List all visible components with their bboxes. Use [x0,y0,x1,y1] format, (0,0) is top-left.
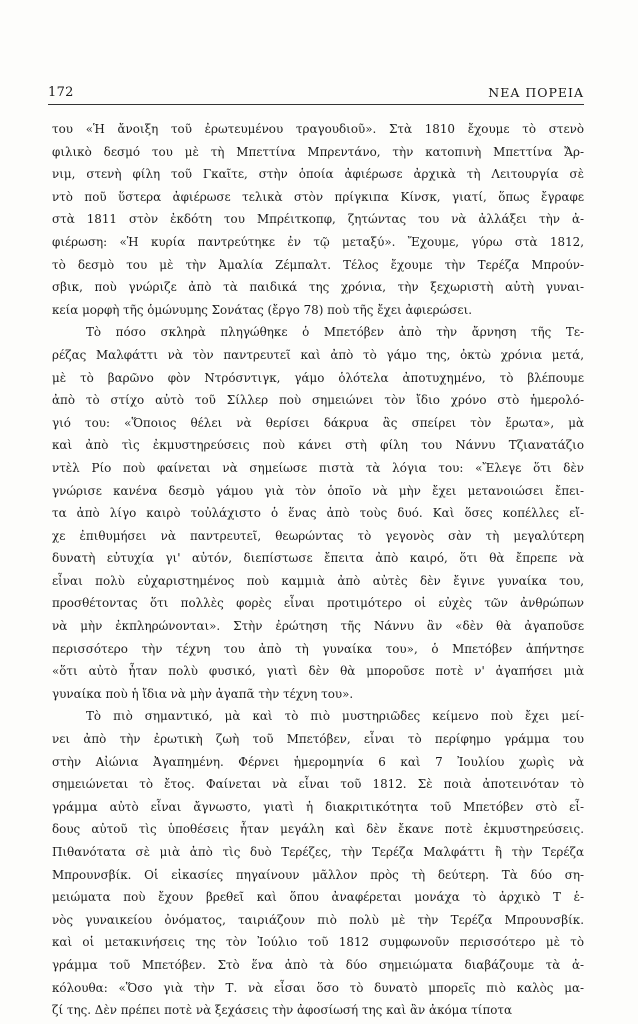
text-line: ζί της. Δὲν πρέπει ποτὲ νὰ ξεχάσεις τὴν ἀφοσίωσή της καὶ ἂν ἀκόμα τίποτα [52,1003,513,1018]
body-text [52,118,584,1024]
page-header [48,78,584,105]
text-line: προσθέτοντας ὅτι πολλὲς φορὲς εἶναι προτιμότερο οἱ εὐχὲς τῶν ἀνθρώπων [52,596,584,611]
text-line: γράμμα τοῦ Μπετόβεν. Στὸ ἕνα ἀπὸ τὰ δύο σημειώματα διαβάζουμε τὰ ἀ- [52,957,584,972]
text-line: δυνατὴ εὐτυχία γι' αὐτόν, διεπίστωσε ἔπειτα ἀπὸ καιρό, ὅτι θὰ ἔπρεπε νὰ [52,551,584,566]
text-line: νὰ μὴν ἐκπληρώνονται». Στὴν ἐρώτηση τῆς Νάννυ ἂν «δὲν θὰ ἀγαποῦσε [52,619,584,634]
text-line: γράμμα αὐτὸ εἶναι ἄγνωστο, γιατὶ ἡ διακριτικότητα τοῦ Μπετόβεν στὸ εἶ- [52,799,584,814]
text-line: περισσότερο τὴν τέχνη του ἀπὸ τὴ γυναίκα του», ὁ Μπετόβεν ἀπήντησε [52,641,584,656]
text-line: νει ἀπὸ τὴν ἐρωτικὴ ζωὴ τοῦ Μπετόβεν, εἶναι τὸ περίφημο γράμμα του [52,732,584,747]
text-line: φιέρωση: «Ἡ κυρία παντρεύτηκε ἐν τῷ μεταξύ». Ἔχουμε, γύρω στὰ 1812, [52,234,584,249]
text-line: «ὅτι αὐτὸ ἦταν πολὺ φυσικό, γιατὶ δὲν θὰ μποροῦσε ποτὲ ν' ἀγαπήσει μιὰ [52,664,584,679]
text-line: ρέζας Μαλφάττι νὰ τὸν παντρευτεῖ καὶ ἀπὸ τὸ γάμο της, ὀκτὼ χρόνια μετά, [52,347,584,362]
paragraph [52,321,584,705]
text-line: κεία μορφὴ τῆς ὁμώνυμης Σονάτας (ἔργο 78) ποὺ τῆς ἔχει ἀφιερώσει. [52,302,473,317]
paragraph [52,118,584,321]
text-line: μὲ τὸ βαρῶνο φὸν Ντρόσντιγκ, γάμο ὁλότελα ἀποτυχημένο, τὸ βλέπουμε [52,370,584,385]
text-line: χε ἐπιθυμήσει νὰ παντρευτεῖ, θεωρώντας τὸ γεγονὸς σὰν τὴ μεγαλύτερη [52,528,584,543]
text-line: καὶ οἱ μετακινήσεις της τὸν Ἰούλιο τοῦ 1812 συμφωνοῦν περισσότερο μὲ τὸ [52,935,584,950]
text-line: σβικ, ποὺ γνώριζε ἀπὸ τὰ παιδικά της χρόνια, τὴν ξεχωριστὴ αὐτὴ γυναι- [52,280,584,295]
text-line: στὰ 1811 στὸν ἐκδότη του Μπρέιτκοπφ, ζητώντας του νὰ ἀλλάξει τὴν ἀ- [52,212,584,227]
text-line: γνώρισε κανένα δεσμὸ γάμου γιὰ τὸν ὁποῖο νὰ μὴν ἔχει μετανοιώσει ἔπει- [52,483,584,498]
text-line: ντὸ ποῦ ὕστερα ἀφιέρωσε τελικὰ στὸν πρίγκιπα Κίνσκ, γιατί, ὅπως ἔγραφε [52,189,584,204]
page-number: 172 [48,85,74,100]
text-line: νιμ, στενὴ φίλη τοῦ Γκαῖτε, στὴν ὁποία ἀφιέρωσε ἀρχικὰ τὴ Λειτουργία σὲ [52,167,584,182]
text-line: γυναίκα ποὺ ἡ ἴδια νὰ μὴν ἀγαπᾶ τὴν τέχνη του». [52,686,354,701]
text-line: εἶναι πολὺ εὐχαριστημένος ποὺ καμμιὰ ἀπὸ αὐτὲς δὲν ἔγινε γυναίκα του, [52,573,584,588]
text-line: Μπρουνσβίκ. Οἱ εἰκασίες πηγαίνουν μᾶλλον πρὸς τὴ δεύτερη. Τὰ δύο ση- [52,867,584,882]
text-line: Πιθανότατα σὲ μιὰ ἀπὸ τὶς δυὸ Τερέζες, τὴν Τερέζα Μαλφάττι ἢ τὴν Τερέζα [52,845,584,859]
text-line: τὸ δεσμὸ του μὲ τὴν Ἀμαλία Ζέμπαλτ. Τέλος ἔχουμε τὴν Τερέζα Μπρούν- [52,257,584,272]
text-line: στὴν Αἰώνια Ἀγαπημένη. Φέρνει ἡμερομηνία 6 καὶ 7 Ἰουλίου χωρὶς νὰ [52,754,584,769]
text-line: φιλικὸ δεσμό του μὲ τὴ Μπεττίνα Μπρεντάνο, τὴν κατοπινὴ Μπεττίνα Ἄρ- [52,144,584,159]
text-line: κόλουθα: «Ὅσο γιὰ τὴν Τ. νὰ εἶσαι ὅσο τὸ δυνατὸ μπορεῖς πιὸ καλὸς μα- [52,980,584,995]
text-line: δους αὐτοῦ τὶς ὑποθέσεις ἦταν μεγάλη καὶ δὲν ἔκανε ποτὲ ἐκμυστηρεύσεις. [52,822,584,837]
text-line: καὶ ἀπὸ τὶς ἐκμυστηρεύσεις ποὺ κάνει στὴ φίλη του Νάννυ Τζιανατάζιο [52,438,584,453]
running-title: ΝΕΑ ΠΟΡΕΙΑ [488,85,584,100]
text-line: νὸς γυναικείου ὀνόματος, ταιριάζουν πιὸ πολὺ μὲ τὴν Τερέζα Μπρουνσβίκ. [52,912,584,927]
text-line: σημειώνεται τὸ ἔτος. Φαίνεται νὰ εἶναι τοῦ 1812. Σὲ ποιὰ ἀποτεινόταν τὸ [52,777,584,792]
text-line: μειώματα ποὺ ἔχουν βρεθεῖ καὶ ὅπου ἀναφέρεται μονάχα τὸ ἀρχικὸ Τ ἑ- [52,890,584,905]
text-line: γιό του: «Ὅποιος θέλει νὰ θερίσει δάκρυα ἂς σπείρει τὸν ἔρωτα», μὰ [52,415,584,430]
text-line: Τὸ πιὸ σημαντικό, μὰ καὶ τὸ πιὸ μυστηριῶδες κείμενο ποὺ ἔχει μεί- [86,709,584,724]
text-line: ἀπὸ τὸ στίχο αὐτὸ τοῦ Σίλλερ ποὺ σημειώνει τὸν ἴδιο χρόνο στὸ ἡμερολό- [52,393,584,408]
text-line: τα ἀπὸ λίγο καιρὸ τοὐλάχιστο ὁ ἕνας ἀπὸ τοὺς δυό. Καὶ ὅσες κοπέλλες εἴ- [52,506,584,521]
text-line: του «Ἡ ἄνοιξη τοῦ ἐρωτευμένου τραγουδιοῦ». Στὰ 1810 ἔχουμε τὸ στενὸ [52,122,584,136]
text-line: Τὸ πόσο σκληρὰ πληγώθηκε ὁ Μπετόβεν ἀπὸ τὴν ἄρνηση τῆς Τε- [86,325,584,340]
paragraph [52,705,584,1021]
text-line: ντὲλ Ρίο ποὺ φαίνεται νὰ σημείωσε πιστὰ τὰ λόγια του: «Ἔλεγε ὅτι δὲν [52,460,584,475]
